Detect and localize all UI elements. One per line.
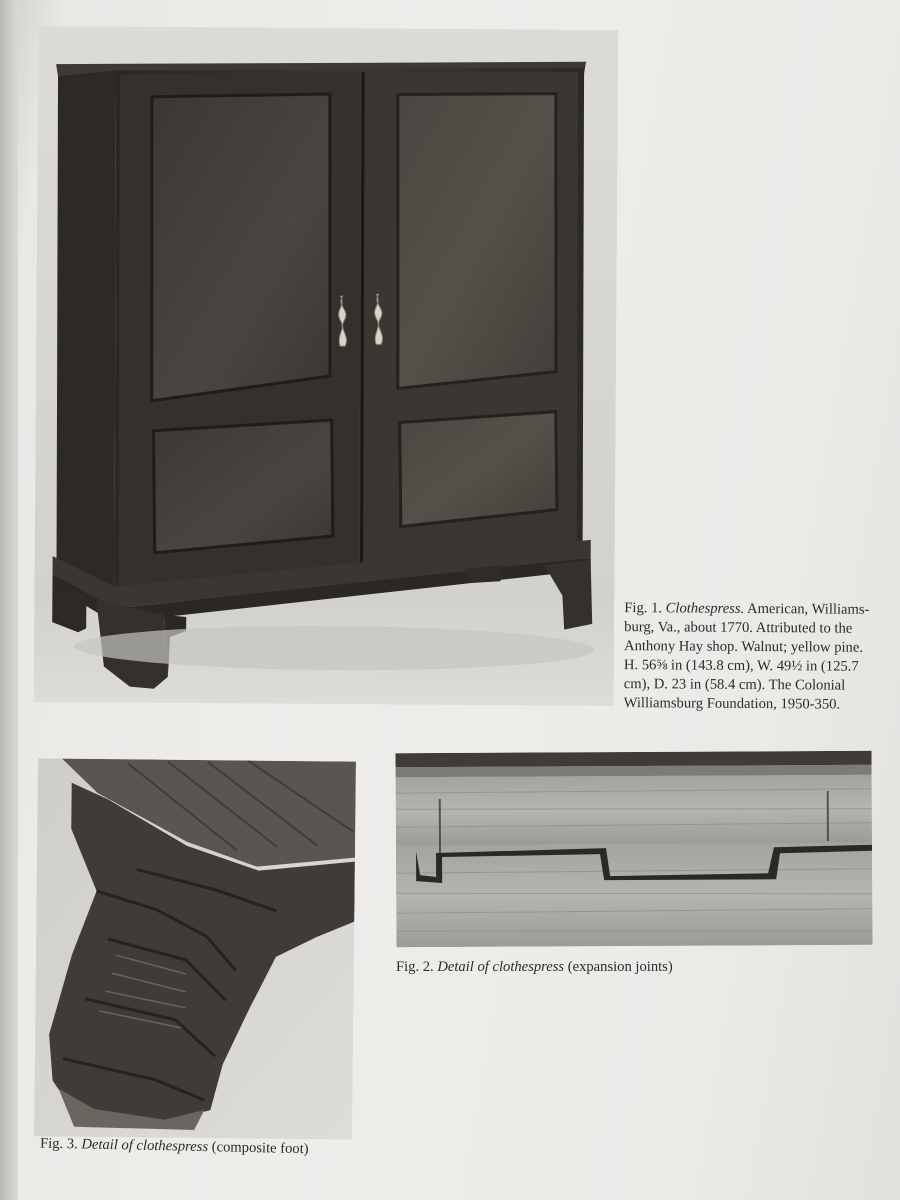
figure-2-caption [396, 958, 856, 977]
page-gutter-shadow [0, 0, 18, 1200]
figure-1-caption-line-1: Fig. 1. Clothespress. American, Williams- [624, 600, 870, 618]
figure-1-caption-line-4: H. 56⅝ in (143.8 cm), W. 49½ in (125.7 [623, 657, 859, 675]
figure-2-caption-line: Fig. 2. Detail of clothespress (expansion joints) [396, 959, 673, 975]
figure-2-expansion-joint-photo [395, 751, 872, 947]
figure-1-caption-line-2: burg, Va., about 1770. Attributed to the [624, 619, 853, 637]
figure-1-clothespress-photo [34, 26, 619, 706]
figure-1-caption-line-5: cm), D. 23 in (58.4 cm). The Colonial [623, 676, 846, 694]
figure-1-caption-line-6: Williamsburg Foundation, 1950-350. [623, 695, 841, 713]
figure-1-caption [624, 599, 887, 715]
figure-1-caption-line-3: Anthony Hay shop. Walnut; yellow pine. [624, 638, 864, 656]
figure-3-composite-foot-photo [34, 758, 356, 1139]
figure-3-caption-line: Fig. 3. Detail of clothespress (composite foot) [39, 1135, 309, 1158]
